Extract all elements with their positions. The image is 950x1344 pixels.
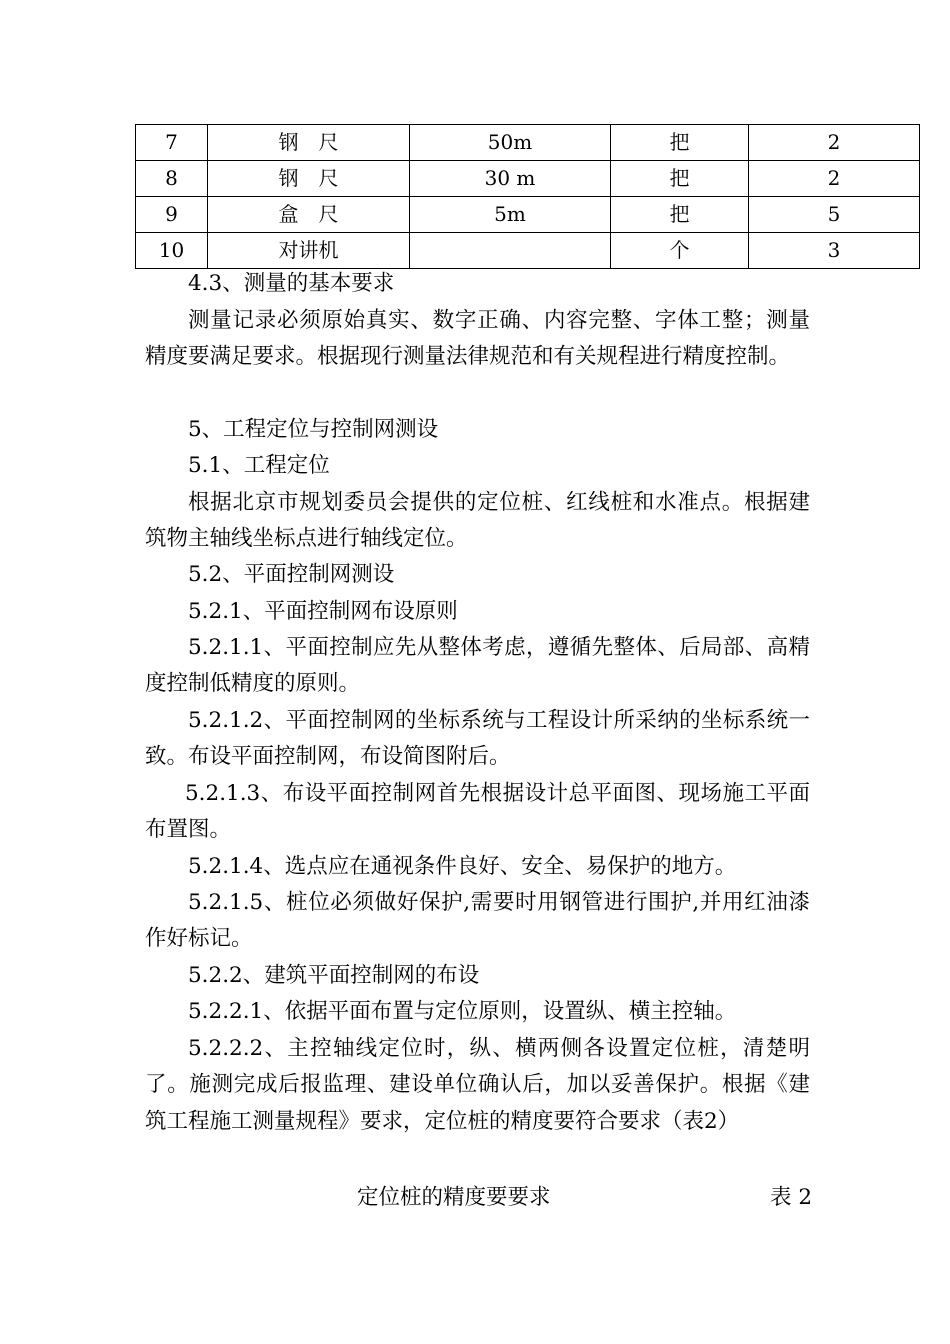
table-cell: 钢 尺 (208, 125, 410, 161)
table-cell: 50m (410, 125, 611, 161)
table-row (136, 197, 920, 233)
section-heading-5-2: 5.2、平面控制网测设 (188, 562, 395, 587)
section-heading-4-3: 4.3、测量的基本要求 (188, 271, 395, 296)
paragraph-5-2-1-3: 5.2.1.3、布设平面控制网首先根据设计总平面图、现场施工平面布置图。 (145, 781, 810, 843)
section-heading-5-2-1: 5.2.1、平面控制网布设原则 (188, 599, 458, 624)
table-cell: 对讲机 (208, 233, 410, 269)
paragraph-5-2-1-4: 5.2.1.4、选点应在通视条件良好、安全、易保护的地方。 (188, 854, 737, 879)
paragraph-5-2-2-1: 5.2.2.1、依据平面布置与定位原则，设置纵、横主控轴。 (188, 999, 737, 1024)
table-cell: 2 (749, 161, 920, 197)
table-cell: 把 (611, 197, 749, 233)
table-cell: 3 (749, 233, 920, 269)
table-cell: 把 (611, 125, 749, 161)
section-heading-5-2-2: 5.2.2、建筑平面控制网的布设 (188, 963, 480, 988)
table-row (136, 161, 920, 197)
table-row (136, 125, 920, 161)
table-cell: 5 (749, 197, 920, 233)
paragraph-5-2-1-5: 5.2.1.5、桩位必须做好保护,需要时用钢管进行围护,并用红油漆作好标记。 (145, 890, 810, 952)
table-cell: 8 (136, 161, 208, 197)
table-cell: 把 (611, 161, 749, 197)
section-heading-5: 5、工程定位与控制网测设 (188, 417, 439, 442)
table-cell: 5m (410, 197, 611, 233)
paragraph-measurement-requirements: 测量记录必须原始真实、数字正确、内容完整、字体工整；测量精度要满足要求。根据现行测量法律规范和有关规程进行精度控制。 (145, 308, 810, 370)
table-cell: 7 (136, 125, 208, 161)
table-caption-label: 表 2 (770, 1185, 813, 1210)
paragraph-5-2-1-2: 5.2.1.2、平面控制网的坐标系统与工程设计所采纳的坐标系统一致。布设平面控制网，布设简图附后。 (145, 708, 810, 770)
table-caption-title: 定位桩的精度要要求 (357, 1185, 551, 1210)
table-row (136, 233, 920, 269)
paragraph-positioning: 根据北京市规划委员会提供的定位桩、红线桩和水准点。根据建筑物主轴线坐标点进行轴线定位。 (145, 490, 810, 552)
table-cell: 30 m (410, 161, 611, 197)
paragraph-5-2-1-1: 5.2.1.1、平面控制应先从整体考虑，遵循先整体、后局部、高精度控制低精度的原则。 (145, 635, 810, 697)
table-cell: 个 (611, 233, 749, 269)
table-cell: 盒 尺 (208, 197, 410, 233)
table-cell: 钢 尺 (208, 161, 410, 197)
table-cell: 2 (749, 125, 920, 161)
paragraph-5-2-2-2: 5.2.2.2、主控轴线定位时，纵、横两侧各设置定位桩，清楚明了。施测完成后报监理、建设单位确认后，加以妥善保护。根据《建筑工程施工测量规程》要求，定位桩的精度要符合要求（表2） (145, 1036, 810, 1134)
equipment-table (135, 124, 920, 269)
section-heading-5-1: 5.1、工程定位 (188, 453, 330, 478)
table-cell (410, 233, 611, 269)
table-cell: 10 (136, 233, 208, 269)
table-cell: 9 (136, 197, 208, 233)
